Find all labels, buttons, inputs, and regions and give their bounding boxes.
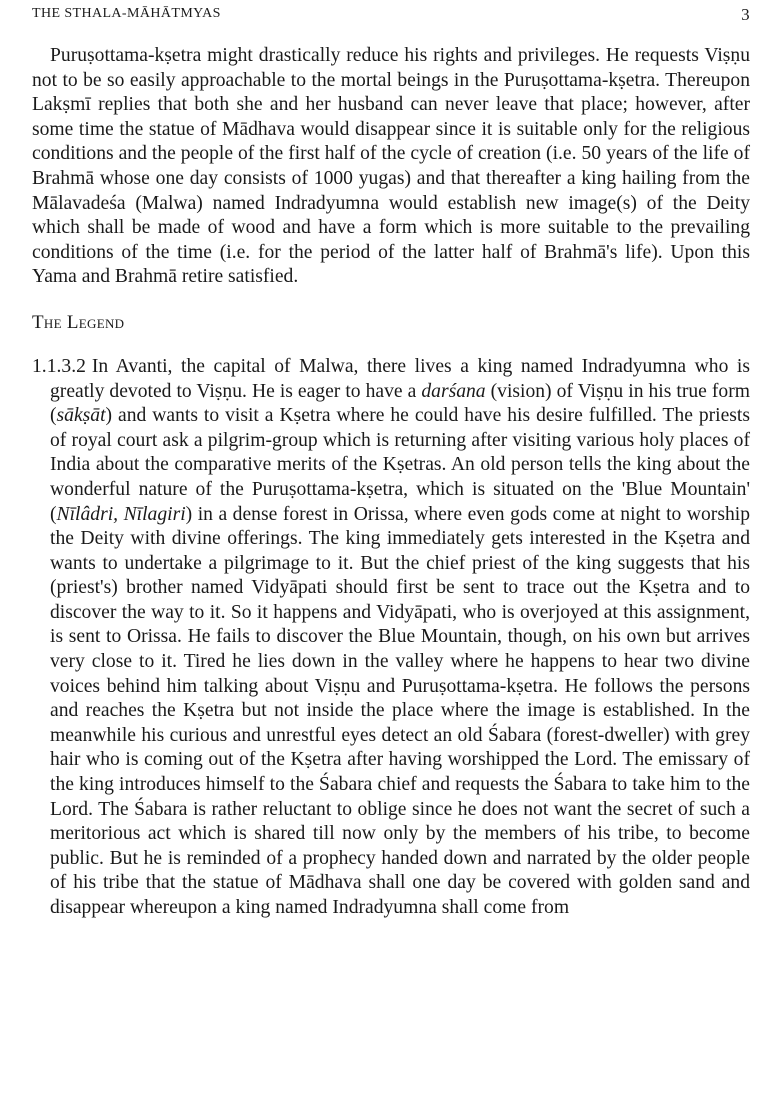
- running-head-title: THE STHALA-MĀHĀTMYAS: [32, 6, 221, 21]
- section-heading: The Legend: [32, 311, 125, 333]
- italic-term: darśana: [421, 380, 486, 402]
- text-segment: In Avanti, the capital of Malwa, there lives a king named Indradyumna who is greatly devoted to Viṣṇu. He is eager to have a: [50, 355, 750, 402]
- running-head: [32, 6, 750, 26]
- italic-term: Nīlâdri, Nīlagiri: [56, 503, 186, 525]
- italic-term: sākṣāt: [56, 405, 106, 427]
- text-segment: ) in a dense forest in Orissa, where even gods come at night to worship the Deity with divine offerings. The king immediately gets interested in the Kṣetra and wants to undertake a pilgrimage to it. But the chief priest of the king suggests that his (priest's) brother named Vidyāpati should first be sent to trace out the Kṣetra and to discover the way to it. So it happens and Vidyāpati, who is overjoyed at this assignment, is sent to Orissa. He fails to discover the Blue Mountain, though, on his own but arrives very close to it. Tired he lies down in the valley where he happens to hear two divine voices behind him talking about Viṣṇu and Puruṣottama-kṣetra. He follows the persons and reaches the Kṣetra but not inside the place where the image is established. In the meanwhile his curious and unrestful eyes detect an old Śabara (forest-dweller) with grey hair who is coming out of the Kṣetra after having worshipped the Lord. The emissary of the king introduces himself to the Śabara chief and requests the Śabara to take him to the Lord. The Śabara is rather reluctant to oblige since he does not want the secret of such a meritorious act which is shared till now only by the members of his tribe, to become public. But he is reminded of a prophecy handed down and narrated by the older people of his tribe that the statue of Mādhava shall one day be covered with golden sand and disappear whereupon a king named Indradyumna shall come from: [50, 503, 750, 918]
- numbered-paragraph: [32, 355, 750, 921]
- text-segment: (vision) of Viṣṇu in his true form (: [50, 380, 750, 427]
- page-number: 3: [741, 5, 750, 24]
- page-body: [32, 44, 750, 921]
- section-number: 1.1.3.2: [32, 355, 86, 377]
- text-segment: ) and wants to visit a Kṣetra where he could have his desire fulfilled. The priests of royal court ask a pilgrim-group which is returning after visiting various holy places of India about the comparative merits of the Kṣetras. An old person tells the king about the wonderful nature of the Puruṣottama-kṣetra, which is situated on the 'Blue Mountain' (: [50, 405, 750, 525]
- paragraph-continuation: Puruṣottama-kṣetra might drastically reduce his rights and privileges. He requests Viṣṇu not to be so easily approachable to the mortal beings in the Puruṣottama-kṣetra. Thereupon Lakṣmī replies that both she and her husband can never leave that place; however, after some time the statue of Mādhava would disappear since it is suitable only for the religious conditions and the people of the first half of the cycle of creation (i.e. 50 years of the life of Brahmā whose one day consists of 1000 yugas) and that thereafter a king hailing from the Mālavadeśa (Malwa) named Indradyumna would establish new image(s) of the Deity which shall be made of wood and have a form which is more suitable to the prevailing conditions of the time (i.e. for the period of the latter half of Brahmā's life). Upon this Yama and Brahmā retire satisfied.: [32, 45, 750, 288]
